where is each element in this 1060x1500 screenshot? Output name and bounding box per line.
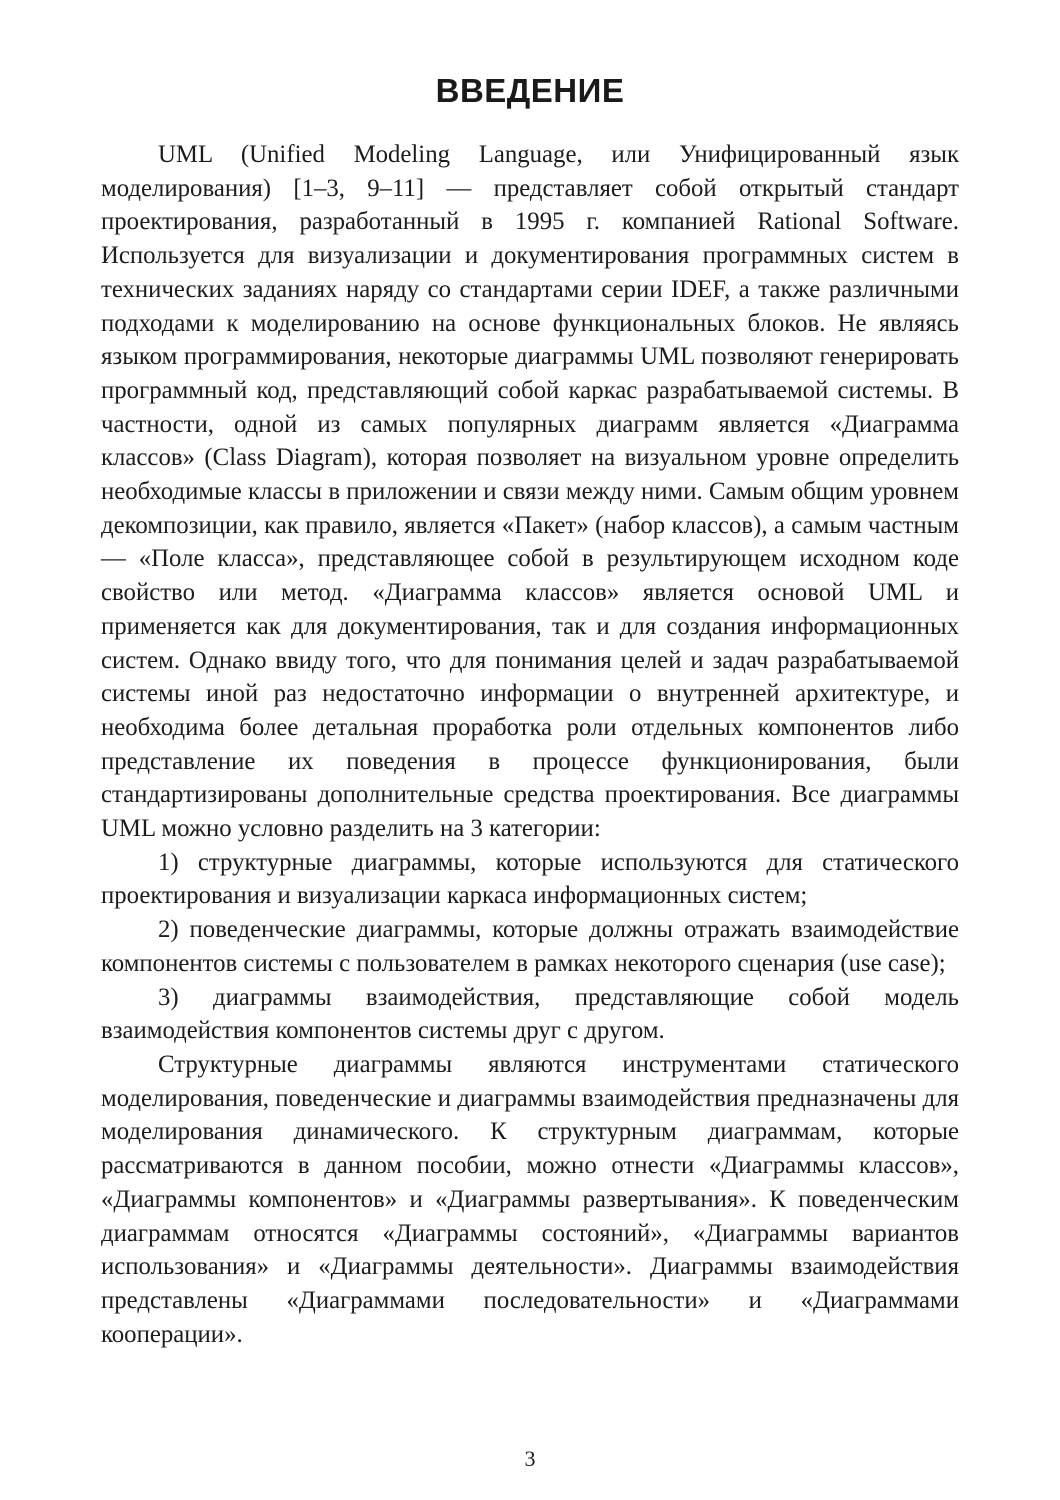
list-item-structural: 1) структурные диаграммы, которые используются для статического проектирования и визуализации каркаса информационных систем; xyxy=(101,848,959,910)
body-text xyxy=(101,138,959,1351)
list-item-behavioral: 2) поведенческие диаграммы, которые должны отражать взаимодействие компонентов системы с пользователем в рамках некоторого сценария (use case); xyxy=(101,916,959,977)
list-item-interaction: 3) диаграммы взаимодействия, представляющие собой модель взаимодействия компонентов системы друг с другом. xyxy=(101,983,959,1045)
page-title: ВВЕДЕНИЕ xyxy=(435,72,625,109)
paragraph-intro: UML (Unified Modeling Language, или Унифицированный язык моделирования) [1–3, 9–11] — представляет собой открытый стандарт проектирования, разработанный в 1995 г. компанией Rational Software. Используется для визуализации и документирования программных систем в технических заданиях наряду со стандартами серии IDEF, а также различными подходами к моделированию на основе функциональных блоков. Не являясь языком программирования, некоторые диаграммы UML позволяют генерировать программный код, представляющий собой каркас разрабатываемой системы. В частности, одной из самых популярных диаграмм является «Диаграмма классов» (Class Diagram), которая позволяет на визуальном уровне определить необходимые классы в приложении и связи между ними. Самым общим уровнем декомпозиции, как правило, является «Пакет» (набор классов), а самым частным — «Поле класса», представляющее собой в результирующем исходном коде свойство или метод. «Диаграмма классов» является основой UML и применяется как для документирования, так и для создания информационных систем. Однако ввиду того, что для понимания целей и задач разрабатываемой системы иной раз недостаточно информации о внутренней архитектуре, и необходима более детальная проработка роли отдельных компонентов либо представление их поведения в процессе функционирования, были стандартизированы дополнительные средства проектирования. Все диаграммы UML можно условно разделить на 3 категории: xyxy=(101,141,959,843)
page-number: 3 xyxy=(524,1446,536,1471)
paragraph-conclusion: Структурные диаграммы являются инструментами статического моделирования, поведенческие и диаграммы взаимодействия предназначены для моделирования динамического. К структурным диаграммам, которые рассматриваются в данном пособии, можно отнести «Диаграммы классов», «Диаграммы компонентов» и «Диаграммы развертывания». К поведенческим диаграммам относятся «Диаграммы состояний», «Диаграммы вариантов использования» и «Диаграммы деятельности». Диаграммы взаимодействия представлены «Диаграммами последовательности» и «Диаграммами кооперации». xyxy=(101,1050,959,1348)
